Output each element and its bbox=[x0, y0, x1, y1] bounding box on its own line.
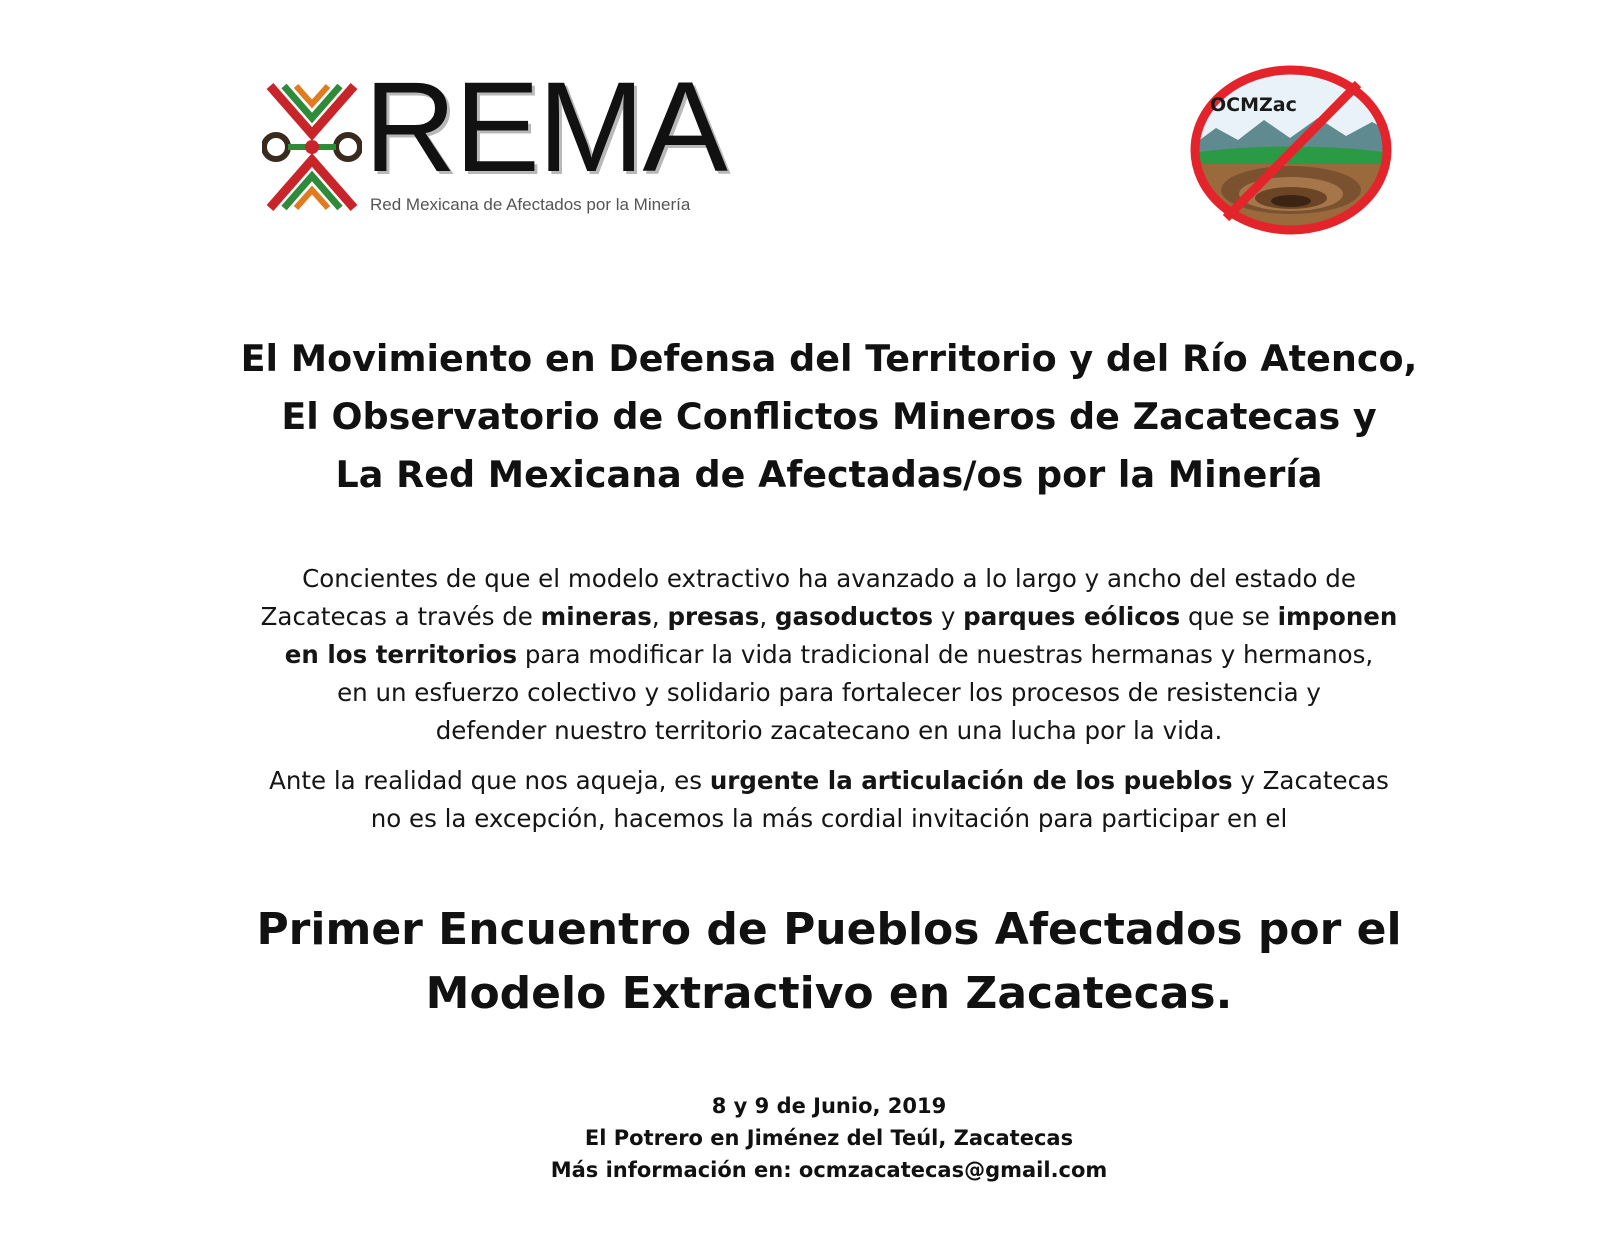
intro-line-3: en los territorios para modificar la vida tradicional de nuestras hermanas y hermanos, bbox=[284, 640, 1374, 669]
invitation-paragraph bbox=[180, 762, 1478, 838]
highlight-imponen: imponen bbox=[1277, 602, 1398, 631]
ocmzac-label: OCMZac bbox=[1210, 94, 1297, 116]
highlight-presas: presas bbox=[667, 602, 760, 631]
highlight-articulacion: urgente la articulación de los pueblos bbox=[709, 766, 1233, 795]
invitation-line-2: no es la excepción, hacemos la más cordial invitación para participar en el bbox=[370, 804, 1288, 833]
intro-line-2: Zacatecas a través de mineras, presas, gasoductos y parques eólicos que se imponen bbox=[260, 602, 1398, 631]
event-title-line-1: Primer Encuentro de Pueblos Afectados por el bbox=[256, 904, 1402, 955]
ocmzac-logo bbox=[1186, 62, 1396, 238]
intro-line-5: defender nuestro territorio zacatecano en una lucha por la vida. bbox=[435, 716, 1223, 745]
heading-line-1: El Movimiento en Defensa del Territorio y del Río Atenco, bbox=[240, 337, 1418, 380]
event-place: El Potrero en Jiménez del Teúl, Zacatecas bbox=[584, 1126, 1074, 1150]
intro-paragraph bbox=[180, 560, 1478, 750]
highlight-gasoductos: gasoductos bbox=[774, 602, 934, 631]
event-contact: Más información en: ocmzacatecas@gmail.com bbox=[550, 1158, 1108, 1182]
heading-line-2: El Observatorio de Conflictos Mineros de Zacatecas y bbox=[281, 395, 1377, 438]
highlight-parques-eolicos: parques eólicos bbox=[963, 602, 1181, 631]
invitation-line-1: Ante la realidad que nos aqueja, es urgente la articulación de los pueblos y Zacatecas bbox=[269, 766, 1389, 795]
event-title-line-2: Modelo Extractivo en Zacatecas. bbox=[425, 968, 1233, 1019]
highlight-mineras: mineras bbox=[540, 602, 652, 631]
heading-line-3: La Red Mexicana de Afectadas/os por la Minería bbox=[335, 453, 1323, 496]
rema-emblem-icon bbox=[262, 82, 362, 212]
rema-wordmark: REMA bbox=[364, 56, 726, 199]
organizers-heading bbox=[180, 330, 1478, 504]
event-date: 8 y 9 de Junio, 2019 bbox=[711, 1094, 947, 1118]
event-details bbox=[180, 1090, 1478, 1186]
event-title bbox=[180, 898, 1478, 1026]
intro-line-1: Concientes de que el modelo extractivo ha avanzado a lo largo y ancho del estado de bbox=[302, 564, 1356, 593]
highlight-territorios: en los territorios bbox=[284, 640, 518, 669]
no-mining-icon bbox=[1186, 62, 1396, 238]
rema-subtitle: Red Mexicana de Afectados por la Minería bbox=[370, 195, 691, 214]
intro-line-4: en un esfuerzo colectivo y solidario para fortalecer los procesos de resistencia y bbox=[337, 678, 1321, 707]
rema-logo bbox=[262, 56, 726, 223]
